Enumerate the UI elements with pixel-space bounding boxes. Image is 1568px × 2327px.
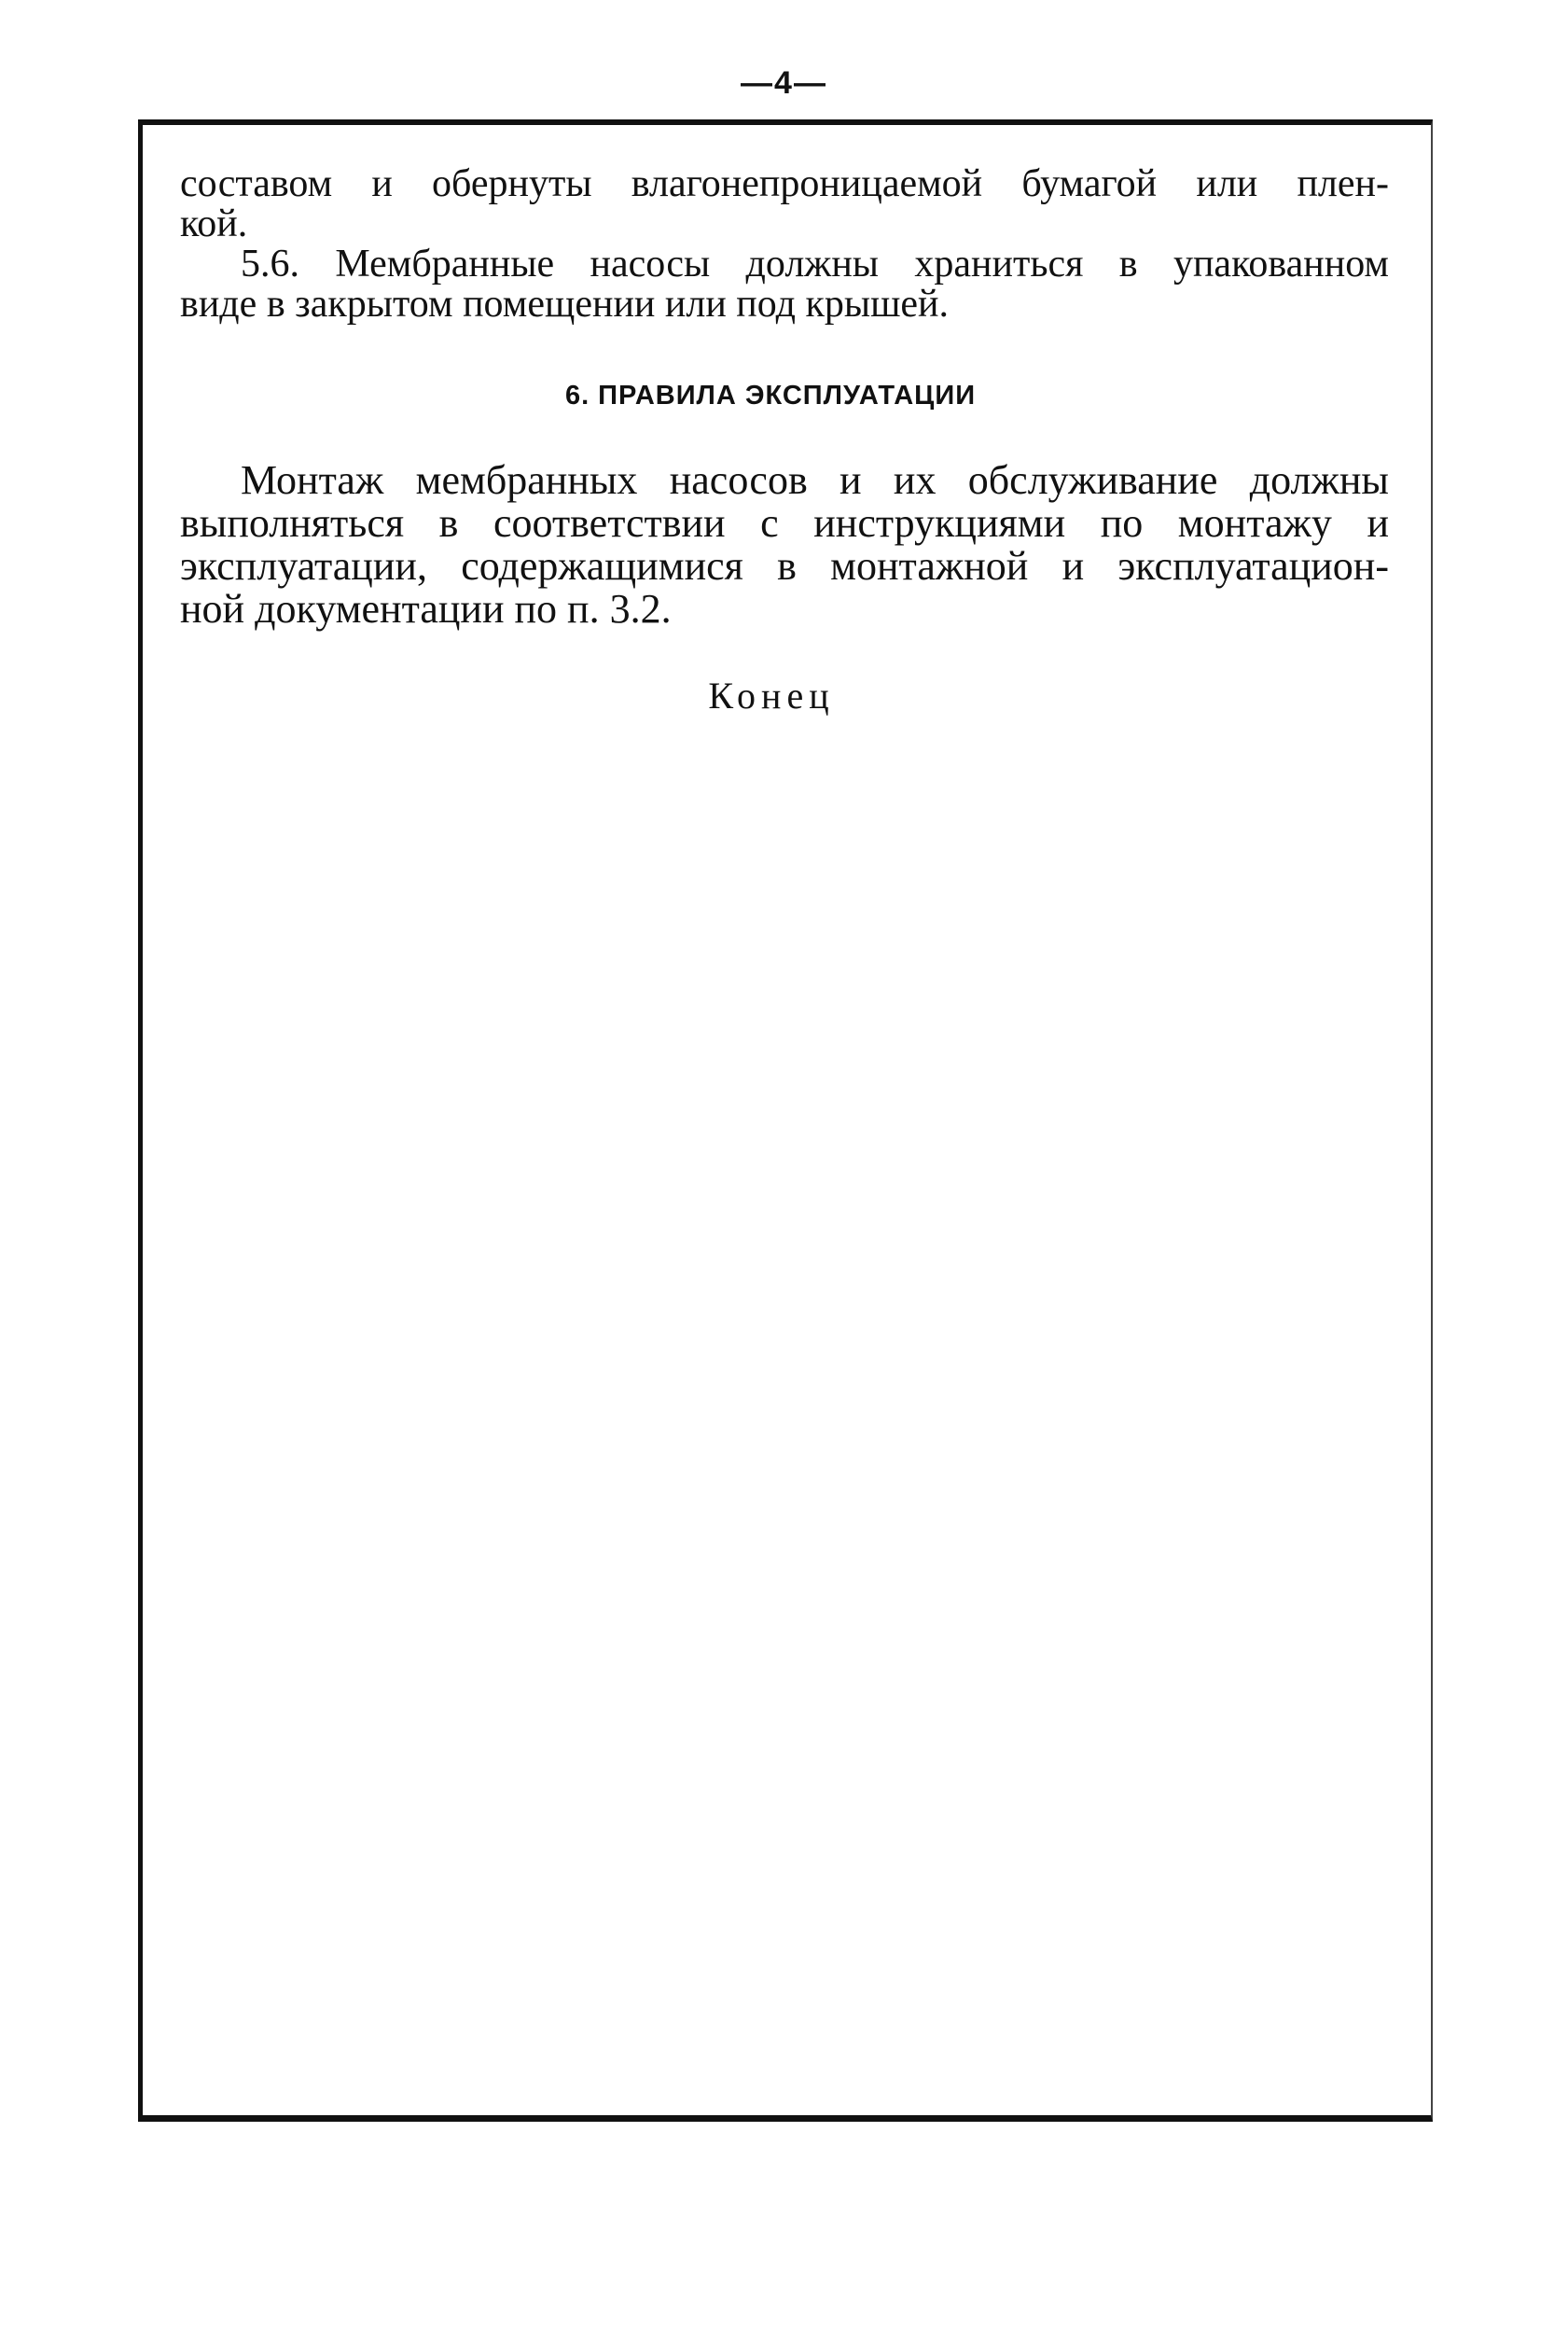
text-line: кой. (180, 202, 248, 245)
text-line: составом и обернуты влагонепроницаемой бумагой или плен- (180, 162, 1389, 205)
text-line: выполняться в соответствии с инструкциями по монтажу и (180, 500, 1389, 546)
page-number: —4— (741, 65, 827, 101)
paragraph-6 (180, 459, 1389, 631)
document-end-mark: Конец (708, 675, 835, 717)
paragraph-5-6 (180, 244, 1389, 325)
text-line: Монтаж мембранных насосов и их обслуживание должны (241, 457, 1389, 503)
document-body (180, 164, 1389, 716)
paragraph-5-5-continuation (180, 164, 1389, 244)
text-line: виде в закрытом помещении или под крышей. (180, 283, 950, 326)
section-heading: 6. ПРАВИЛА ЭКСПЛУАТАЦИИ (564, 381, 977, 411)
text-line: 5.6. Мембранные насосы должны храниться в упакованном (241, 243, 1389, 286)
text-line: ной документации по п. 3.2. (180, 586, 672, 632)
text-line: эксплуатации, содержащимися в монтажной и эксплуатацион- (180, 543, 1389, 589)
